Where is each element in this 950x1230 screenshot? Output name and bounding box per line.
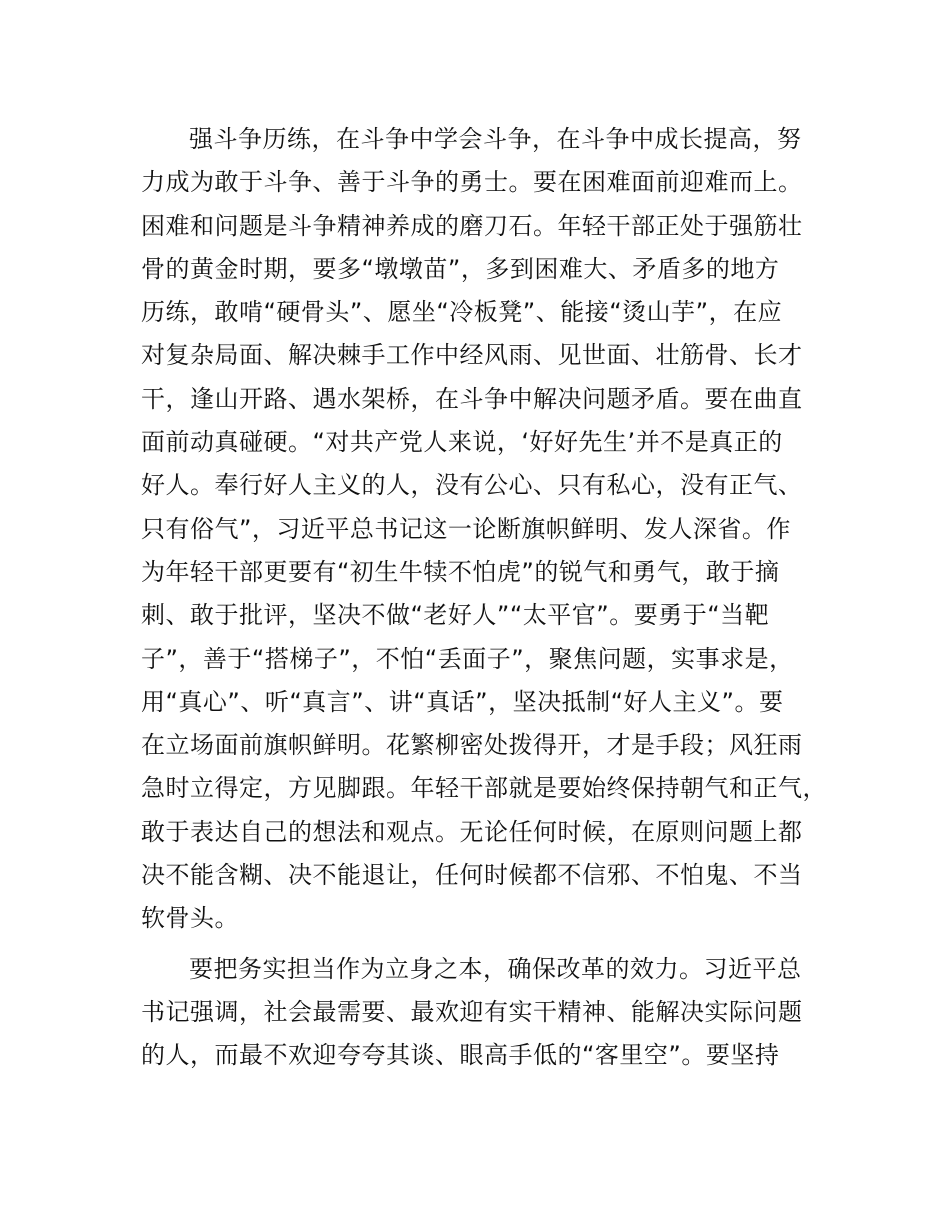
text-line: 用“真心”、听“真言”、讲“真话”，坚决抵制“好人主义”。要 <box>141 687 784 716</box>
text-line: 面前动真碰硬。“对共产党人来说，‘好好先生’并不是真正的 <box>141 428 783 457</box>
text-line: 软骨头。 <box>141 904 239 933</box>
text-line: 决不能含糊、决不能退让，任何时候都不信邪、不怕鬼、不当 <box>141 861 803 890</box>
paragraph-2 <box>141 948 841 1078</box>
text-line: 强斗争历练，在斗争中学会斗争，在斗争中成长提高，努 <box>189 125 802 153</box>
text-line: 敢于表达自己的想法和观点。无论任何时候，在原则问题上都 <box>141 817 803 846</box>
text-line: 骨的黄金时期，要多“墩墩苗”，多到困难大、矛盾多的地方 <box>141 254 780 283</box>
text-line: 对复杂局面、解决棘手工作中经风雨、见世面、壮筋骨、长才 <box>141 341 803 370</box>
text-line: 为年轻干部更要有“初生牛犊不怕虎”的锐气和勇气，敢于摘 <box>141 557 780 586</box>
text-line: 好人。奉行好人主义的人，没有公心、只有私心，没有正气、 <box>141 471 803 500</box>
text-line: 书记强调，社会最需要、最欢迎有实干精神、能解决实际问题 <box>141 997 803 1026</box>
text-line: 只有俗气”，习近平总书记这一论断旗帜鲜明、发人深省。作 <box>141 514 791 543</box>
text-line: 要把务实担当作为立身之本，确保改革的效力。习近平总 <box>189 954 802 983</box>
document-body <box>141 118 841 1078</box>
text-line: 困难和问题是斗争精神养成的磨刀石。年轻干部正处于强筋壮 <box>141 211 803 240</box>
text-line: 子”，善于“搭梯子”，不怕“丢面子”，聚焦问题，实事求是， <box>141 644 794 673</box>
text-line: 急时立得定，方见脚跟。年轻干部就是要始终保持朝气和正气， <box>141 774 827 803</box>
text-line: 在立场面前旗帜鲜明。花繁柳密处拨得开，才是手段；风狂雨 <box>141 731 803 760</box>
paragraph-1 <box>141 118 841 941</box>
paragraph-spacer <box>141 941 841 948</box>
text-line: 刺、敢于批评，坚决不做“老好人”“太平官”。要勇于“当靶 <box>141 601 770 630</box>
text-line: 力成为敢于斗争、善于斗争的勇士。要在困难面前迎难而上。 <box>141 168 803 197</box>
text-line: 历练，敢啃“硬骨头”、愿坐“冷板凳”、能接“烫山芋”，在应 <box>141 298 783 327</box>
text-line: 干，逢山开路、遇水架桥，在斗争中解决问题矛盾。要在曲直 <box>141 384 803 413</box>
text-line: 的人，而最不欢迎夸夸其谈、眼高手低的“客里空”。要坚持 <box>141 1041 780 1070</box>
